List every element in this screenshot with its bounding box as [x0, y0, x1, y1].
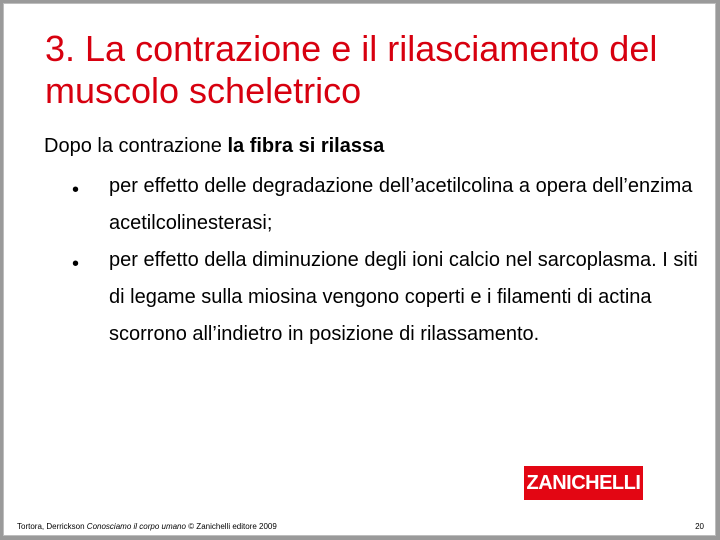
bullet-text-2: per effetto della diminuzione degli ioni calcio nel sarcoplasma. I siti di legame sulla miosina vengono coperti e i filamenti di actina scorrono all’indietro in posizione di rilassamento. [109, 249, 698, 345]
page-number: 20 [695, 522, 704, 531]
bullet-marker: • [72, 179, 80, 201]
slide [3, 3, 716, 536]
footer-authors: Tortora, Derrickson [17, 522, 87, 531]
footer-book: Conosciamo il corpo umano [86, 522, 186, 531]
footer-credit [17, 522, 277, 531]
footer-publisher: © Zanichelli editore 2009 [185, 522, 277, 531]
bullet-text-1: per effetto delle degradazione dell’acetilcolina a opera dell’enzima acetilcolinesterasi; [109, 175, 693, 234]
intro-prefix: Dopo la contrazione [44, 135, 228, 157]
slide-title: 3. La contrazione e il rilasciamento del muscolo scheletrico [45, 28, 658, 111]
bullet-marker: • [72, 253, 80, 275]
intro-text [44, 135, 384, 158]
zanichelli-logo: ZANICHELLI [524, 466, 643, 500]
intro-bold: la fibra si rilassa [227, 135, 385, 157]
